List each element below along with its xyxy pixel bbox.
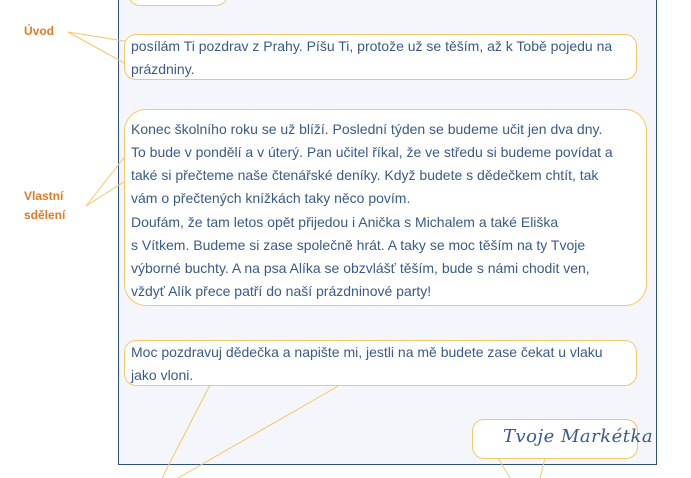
label-vlastni-line1: Vlastní — [24, 189, 64, 203]
body-paragraph-1 — [131, 118, 613, 210]
body-line: výborné buchty. A na psa Alíka se obzvlášť těším, bude s námi chodit ven, — [131, 260, 590, 276]
closing-line: Moc pozdravuj dědečka a napište mi, jestli na mě budete zase čekat u vlaku — [131, 344, 603, 360]
closing-text — [131, 341, 603, 387]
intro-line: prázdniny. — [131, 61, 195, 77]
closing-line: jako vloni. — [131, 367, 194, 383]
body-line: také si přečteme naše čtenářské deníky. Když budete s dědečkem chtít, tak — [131, 167, 599, 183]
body-line: s Vítkem. Budeme si zase společně hrát. A taky se moc těším na ty Tvoje — [131, 237, 586, 253]
body-line: To bude v pondělí a v úterý. Pan učitel říkal, že ve středu si budeme povídat a — [131, 144, 613, 160]
signature: Tvoje Markétka — [503, 426, 654, 447]
body-paragraph-2 — [131, 211, 590, 303]
label-uvod: Úvod — [24, 24, 54, 38]
label-vlastni-line2: sdělení — [24, 208, 66, 222]
body-line: vždyť Alík přece patří do naší prázdninové party! — [131, 283, 432, 299]
body-line: Konec školního roku se už blíží. Poslední týden se budeme učit jen dva dny. — [131, 121, 603, 137]
body-line: vám o přečtených knížkách taky něco povím. — [131, 190, 411, 206]
intro-text — [131, 35, 612, 81]
greeting-bubble-partial — [128, 0, 228, 6]
intro-line: posílám Ti pozdrav z Prahy. Píšu Ti, protože už se těším, až k Tobě pojedu na — [131, 38, 613, 54]
body-line: Doufám, že tam letos opět přijedou i Anička s Michalem a také Eliška — [131, 214, 559, 230]
